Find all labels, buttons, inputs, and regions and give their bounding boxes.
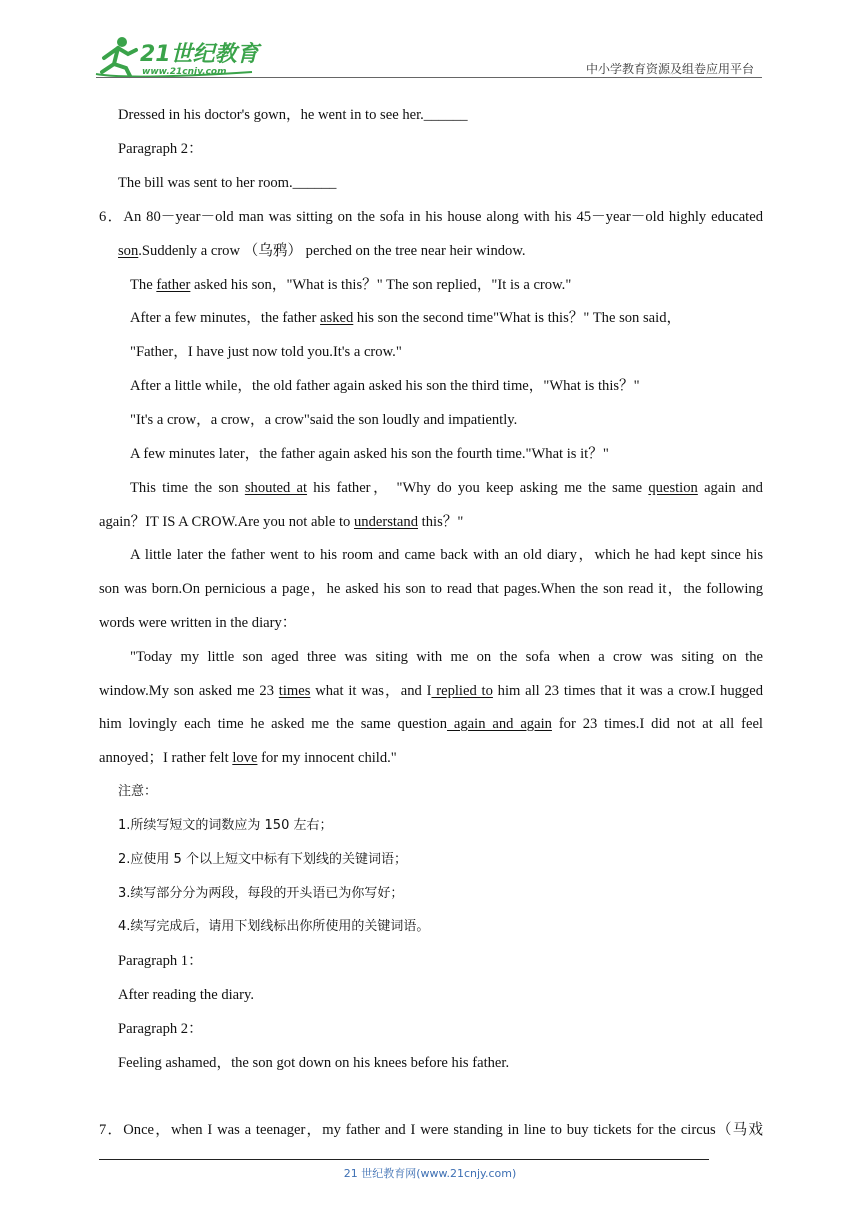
q6-paragraph-1: The father asked his son，"What is this？" The son replied，"It is a crow." xyxy=(130,277,572,293)
logo-text: 21世纪教育 xyxy=(140,42,259,67)
q6-paragraph-7-line-1: This time the son shouted at his father， "Why do you keep asking me the same question again and xyxy=(130,480,763,496)
paragraph-2-label: Paragraph 2： xyxy=(118,1021,203,1037)
note-item: 3.续写部分分为两段，每段的开头语已为你写好； xyxy=(118,886,404,901)
keyword-question: question xyxy=(648,480,698,496)
q6-paragraph-7-line-2: again？IT IS A CROW.Are you not able to understand this？" xyxy=(99,514,464,530)
q6-paragraph-2: After a few minutes，the father asked his son the second time"What is this？" The son said， xyxy=(130,310,682,326)
footer-divider xyxy=(99,1159,709,1160)
page-header xyxy=(0,0,860,80)
q6-intro-line-1: 6．An 80－year－old man was sitting on the sofa in his house along with his 45－year－old highly educated xyxy=(99,209,763,225)
q5-sentence-2: The bill was sent to her room.______ xyxy=(118,175,337,191)
note-item: 1.所续写短文的词数应为 150 左右； xyxy=(118,818,333,833)
keyword-love: love xyxy=(232,750,258,766)
q6-paragraph-8-line-1: A little later the father went to his room and came back with an old diary，which he had kept since his xyxy=(130,547,763,563)
paragraph-1-opening: After reading the diary. xyxy=(118,987,255,1003)
q6-paragraph-4: After a little while，the old father again asked his son the third time，"What is this？" xyxy=(130,378,640,394)
paragraph-2-opening: Feeling ashamed，the son got down on his knees before his father. xyxy=(118,1055,510,1071)
keyword-father: father xyxy=(156,277,191,293)
footer-link[interactable]: 21 世纪教育网(www.21cnjy.com) xyxy=(343,1167,517,1180)
keyword-asked: asked xyxy=(320,310,354,326)
keyword-shouted-at: shouted at xyxy=(244,480,308,496)
keyword-again-and-again: again and again xyxy=(447,716,552,732)
q6-intro-line-2: son.Suddenly a crow （乌鸦） perched on the tree near heir window. xyxy=(118,243,526,259)
runner-logo-icon xyxy=(92,34,262,80)
notes-title: 注意： xyxy=(118,784,158,799)
q6-diary-line-3: him lovingly each time he asked me the same question again and again for 23 times.I did not at all feel xyxy=(99,716,763,732)
q6-paragraph-8-line-3: words were written in the diary： xyxy=(99,615,297,631)
q6-paragraph-8-line-2: son was born.On pernicious a page，he asked his son to read that pages.When the son read it，the following xyxy=(99,581,763,597)
keyword-understand: understand xyxy=(353,514,419,530)
q6-diary-line-2: window.My son asked me 23 times what it was，and I replied to him all 23 times that it was a crow.I hugged xyxy=(99,683,763,699)
q6-diary-line-4: annoyed；I rather felt love for my innocent child." xyxy=(99,750,397,766)
logo-url: www.21cnjy.com xyxy=(142,67,227,77)
q6-paragraph-5: "It's a crow，a crow，a crow"said the son loudly and impatiently. xyxy=(130,412,518,428)
note-item: 4.续写完成后，请用下划线标出你所使用的关键词语。 xyxy=(118,919,430,934)
keyword-times: times xyxy=(278,683,311,699)
q6-diary-line-1: "Today my little son aged three was siting with me on the sofa when a crow was siting on the xyxy=(130,649,763,665)
keyword-replied-to: replied to xyxy=(431,683,493,699)
keyword-son: son xyxy=(118,243,139,259)
paragraph-1-label: Paragraph 1： xyxy=(118,953,203,969)
note-item: 2.应使用 5 个以上短文中标有下划线的关键词语； xyxy=(118,852,407,867)
q6-paragraph-6: A few minutes later，the father again asked his son the fourth time."What is it？" xyxy=(130,446,609,462)
q6-paragraph-3: "Father，I have just now told you.It's a crow." xyxy=(130,344,402,360)
q5-paragraph-2-label: Paragraph 2： xyxy=(118,141,203,157)
platform-tagline: 中小学教育资源及组卷应用平台 xyxy=(585,62,754,76)
site-logo[interactable] xyxy=(92,34,262,80)
header-divider xyxy=(96,77,762,78)
q5-sentence-1: Dressed in his doctor's gown，he went in to see her.______ xyxy=(118,107,468,123)
q7-line-1: 7．Once，when I was a teenager，my father and I were standing in line to buy tickets for the circus（马戏 xyxy=(99,1122,763,1138)
